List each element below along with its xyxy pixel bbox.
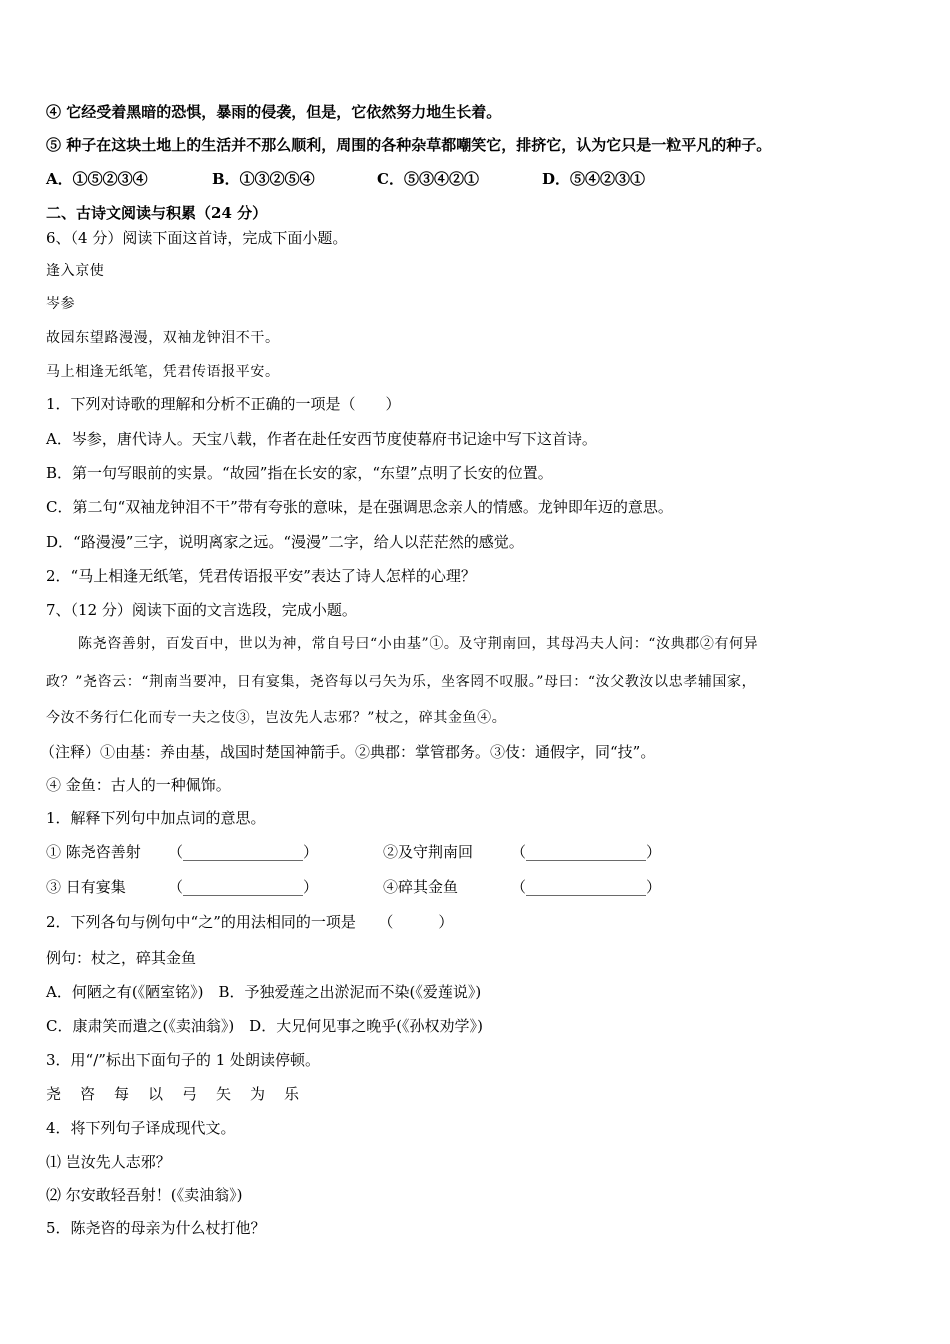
poem-line: 故园东望路漫漫，双袖龙钟泪不干。 bbox=[46, 330, 280, 346]
q6-sub-question-2: 2．“马上相逢无纸笔，凭君传语报平安”表达了诗人怎样的心理？ bbox=[46, 567, 476, 585]
translate-item-1: ⑴ 岂汝先人志邪？ bbox=[46, 1153, 171, 1171]
section-heading: 二、古诗文阅读与积累（24 分） bbox=[46, 204, 268, 222]
q7-stem: 7、（12 分）阅读下面的文言选段，完成小题。 bbox=[46, 601, 357, 619]
answer-blank[interactable]: （________________） bbox=[168, 878, 319, 896]
q6-option-c: C．第二句“双袖龙钟泪不干”带有夸张的意味，是在强调思念亲人的情感。龙钟即年迈的意思。 bbox=[46, 498, 673, 516]
q5-option-d: D．⑤④②③① bbox=[542, 170, 646, 188]
q5-item-4: ④ 它经受着黑暗的恐惧，暴雨的侵袭，但是，它依然努力地生长着。 bbox=[46, 103, 502, 121]
q7-options-cd: C．康肃笑而遣之(《卖油翁》) D．大兄何见事之晚乎(《孙权劝学》) bbox=[46, 1017, 483, 1035]
q5-option-b: B．①③②⑤④ bbox=[212, 170, 315, 188]
translate-item-2: ⑵ 尔安敢轻吾射！(《卖油翁》) bbox=[46, 1186, 243, 1204]
q6-option-b: B．第一句写眼前的实景。“故园”指在长安的家，“东望”点明了长安的位置。 bbox=[46, 464, 553, 482]
pause-sentence: 尧咨每以弓矢为乐 bbox=[46, 1085, 319, 1103]
q5-option-a: A．①⑤②③④ bbox=[46, 170, 148, 188]
blank-item-2: ②及守荆南回 bbox=[383, 843, 474, 861]
q7-sub-question-3: 3．用“/”标出下面句子的 1 处朗读停顿。 bbox=[46, 1051, 321, 1069]
q7-options-ab: A．何陋之有(《陋室铭》) B．予独爱莲之出淤泥而不染(《爱莲说》) bbox=[46, 983, 482, 1001]
blank-item-3: ③ 日有宴集 bbox=[46, 878, 126, 896]
q7-sub-question-4: 4．将下列句子译成现代文。 bbox=[46, 1119, 236, 1137]
classical-passage-line: 陈尧咨善射，百发百中，世以为神，常自号曰“小由基”①。及守荆南回，其母冯夫人问：“汝典郡②有何异 bbox=[78, 636, 759, 652]
poem-title: 逢入京使 bbox=[46, 263, 105, 279]
blank-item-4: ④碎其金鱼 bbox=[383, 878, 459, 896]
answer-blank[interactable]: （________________） bbox=[511, 843, 662, 861]
classical-passage-line: 政？”尧咨云：“荆南当要冲，日有宴集，尧咨每以弓矢为乐，坐客罔不叹服。”母曰：“汝父教汝以忠孝辅国家， bbox=[46, 674, 757, 690]
poem-author: 岑参 bbox=[46, 296, 76, 312]
q6-option-a: A．岑参，唐代诗人。天宝八载，作者在赴任安西节度使幕府书记途中写下这首诗。 bbox=[46, 430, 597, 448]
poem-line: 马上相逢无纸笔，凭君传语报平安。 bbox=[46, 364, 280, 380]
example-sentence: 例句：杖之，碎其金鱼 bbox=[46, 949, 197, 967]
q7-sub-question-5: 5．陈尧咨的母亲为什么杖打他？ bbox=[46, 1219, 266, 1237]
classical-passage-line: 今汝不务行仁化而专一夫之伎③，岂汝先人志邪？”杖之，碎其金鱼④。 bbox=[46, 710, 507, 726]
annotation-note: ④ 金鱼：古人的一种佩饰。 bbox=[46, 776, 231, 794]
q6-stem: 6、（4 分）阅读下面这首诗，完成下面小题。 bbox=[46, 229, 348, 247]
q5-option-c: C．⑤③④②① bbox=[377, 170, 479, 188]
answer-blank[interactable]: （________________） bbox=[511, 878, 662, 896]
q6-sub-question-1: 1．下列对诗歌的理解和分析不正确的一项是（ ） bbox=[46, 395, 401, 413]
blank-item-1: ① 陈尧咨善射 bbox=[46, 843, 141, 861]
annotation-note: （注释）①由基：养由基，战国时楚国神箭手。②典郡：掌管郡务。③伎：通假字，同“技”。 bbox=[40, 743, 656, 761]
answer-blank[interactable]: （________________） bbox=[168, 843, 319, 861]
q5-item-5: ⑤ 种子在这块土地上的生活并不那么顺利，周围的各种杂草都嘲笑它，排挤它，认为它只是一粒平凡的种子。 bbox=[46, 136, 772, 154]
q7-sub-question-2: 2．下列各句与例句中“之”的用法相同的一项是 （ ） bbox=[46, 913, 454, 931]
q7-sub-question-1: 1．解释下列句中加点词的意思。 bbox=[46, 809, 266, 827]
q6-option-d: D．“路漫漫”三字，说明离家之远。“漫漫”二字，给人以茫茫然的感觉。 bbox=[46, 533, 524, 551]
